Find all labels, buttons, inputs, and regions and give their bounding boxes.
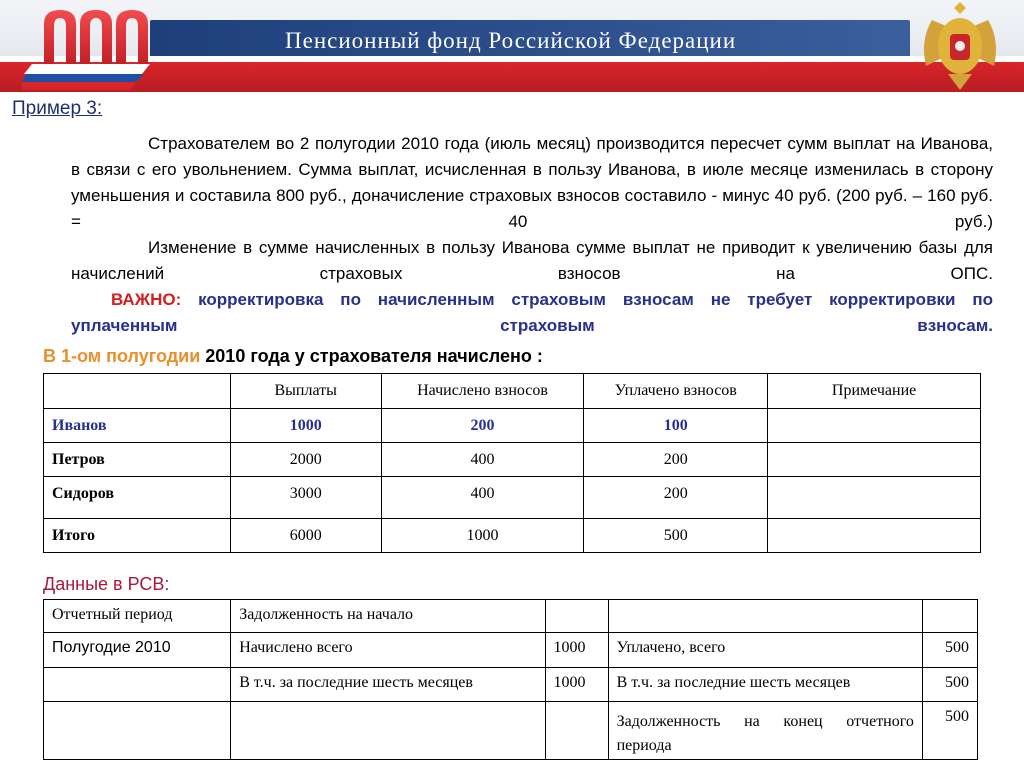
table-cell: 500 [922,633,977,668]
table-cell [768,477,981,519]
table-cell [922,600,977,633]
table-cell: Начислено всего [231,633,545,668]
table-cell: 500 [584,519,768,553]
table-cell: Отчетный период [44,600,231,633]
table-cell: Задолженность на конец отчетного периода [608,702,922,760]
table-cell [545,702,608,760]
table-cell: 400 [381,477,584,519]
table-row [44,409,981,443]
paragraph-important [71,287,993,339]
paragraph-recalculation [71,131,993,235]
example-title: Пример 3: [12,98,103,119]
table-cell: 200 [584,477,768,519]
table-row [44,443,981,477]
table-cell: 1000 [545,633,608,668]
section1-title-highlight: В 1-ом полугодии [43,346,201,366]
table-cell: 1000 [545,668,608,702]
table-header-cell: Выплаты [230,374,381,409]
table-row [44,477,981,519]
table-cell: Уплачено, всего [608,633,922,668]
rsv-table [43,599,978,760]
table-header-cell [44,374,231,409]
pension-fund-logo-icon [22,4,162,92]
table-cell: Сидоров [44,477,231,519]
table-cell: Иванов [44,409,231,443]
table-cell [768,519,981,553]
section1-title [43,346,543,367]
table-header-row [44,374,981,409]
table-cell: Задолженность на начало [231,600,545,633]
table-row [44,600,978,633]
accrual-table [43,373,981,553]
table-cell: 1000 [381,519,584,553]
russia-coat-of-arms-icon [912,0,1008,92]
table-row [44,702,978,760]
table-cell: 500 [922,668,977,702]
table-cell: Петров [44,443,231,477]
table-header-cell: Уплачено взносов [584,374,768,409]
table-cell [44,702,231,760]
table-cell [608,600,922,633]
banner-title: Пенсионный фонд Российской Федерации [285,28,737,53]
table-header-cell: Примечание [768,374,981,409]
table-cell: В т.ч. за последние шесть месяцев [608,668,922,702]
table-cell [768,443,981,477]
table-cell: 1000 [230,409,381,443]
table-cell [768,409,981,443]
table-cell: 6000 [230,519,381,553]
table-cell: Полугодие 2010 [44,633,231,668]
table-row-total [44,519,981,553]
table-header-cell: Начислено взносов [381,374,584,409]
table-row [44,633,978,668]
table-cell: В т.ч. за последние шесть месяцев [231,668,545,702]
table-cell: Итого [44,519,231,553]
table-cell [231,702,545,760]
table-cell [44,668,231,702]
table-row [44,668,978,702]
table-cell: 500 [922,702,977,760]
table-cell: 3000 [230,477,381,519]
paragraph-base-change-text: Изменение в сумме начисленных в пользу Иванова сумме выплат не приводит к увеличению базы для начислений страховых взносов на ОПС. [71,238,993,283]
paragraph-recalculation-text: Страхователем во 2 полугодии 2010 года (июль месяц) производится пересчет сумм выплат на Иванова, в связи с его увольнением. Сумма выплат, исчисленная в пользу Иванова, в июле месяце изменилась в сторону уменьшения и составила 800 руб., доначисление страховых взносов составило - минус 40 руб. (200 руб. – 160 руб. = 40 руб.) [71,134,993,231]
header-banner [0,0,1024,92]
table-cell: 200 [381,409,584,443]
section1-title-rest: 2010 года у страхователя начислено : [200,346,543,366]
important-text: корректировка по начисленным страховым взносам не требует корректировки по уплаченным страховым взносам. [71,290,993,335]
table-cell [545,600,608,633]
rsv-title: Данные в РСВ: [43,574,170,594]
table-cell: 100 [584,409,768,443]
paragraph-base-change [71,235,993,287]
table-cell: 2000 [230,443,381,477]
table-cell: 200 [584,443,768,477]
table-cell: 400 [381,443,584,477]
important-label: ВАЖНО: [111,290,182,309]
